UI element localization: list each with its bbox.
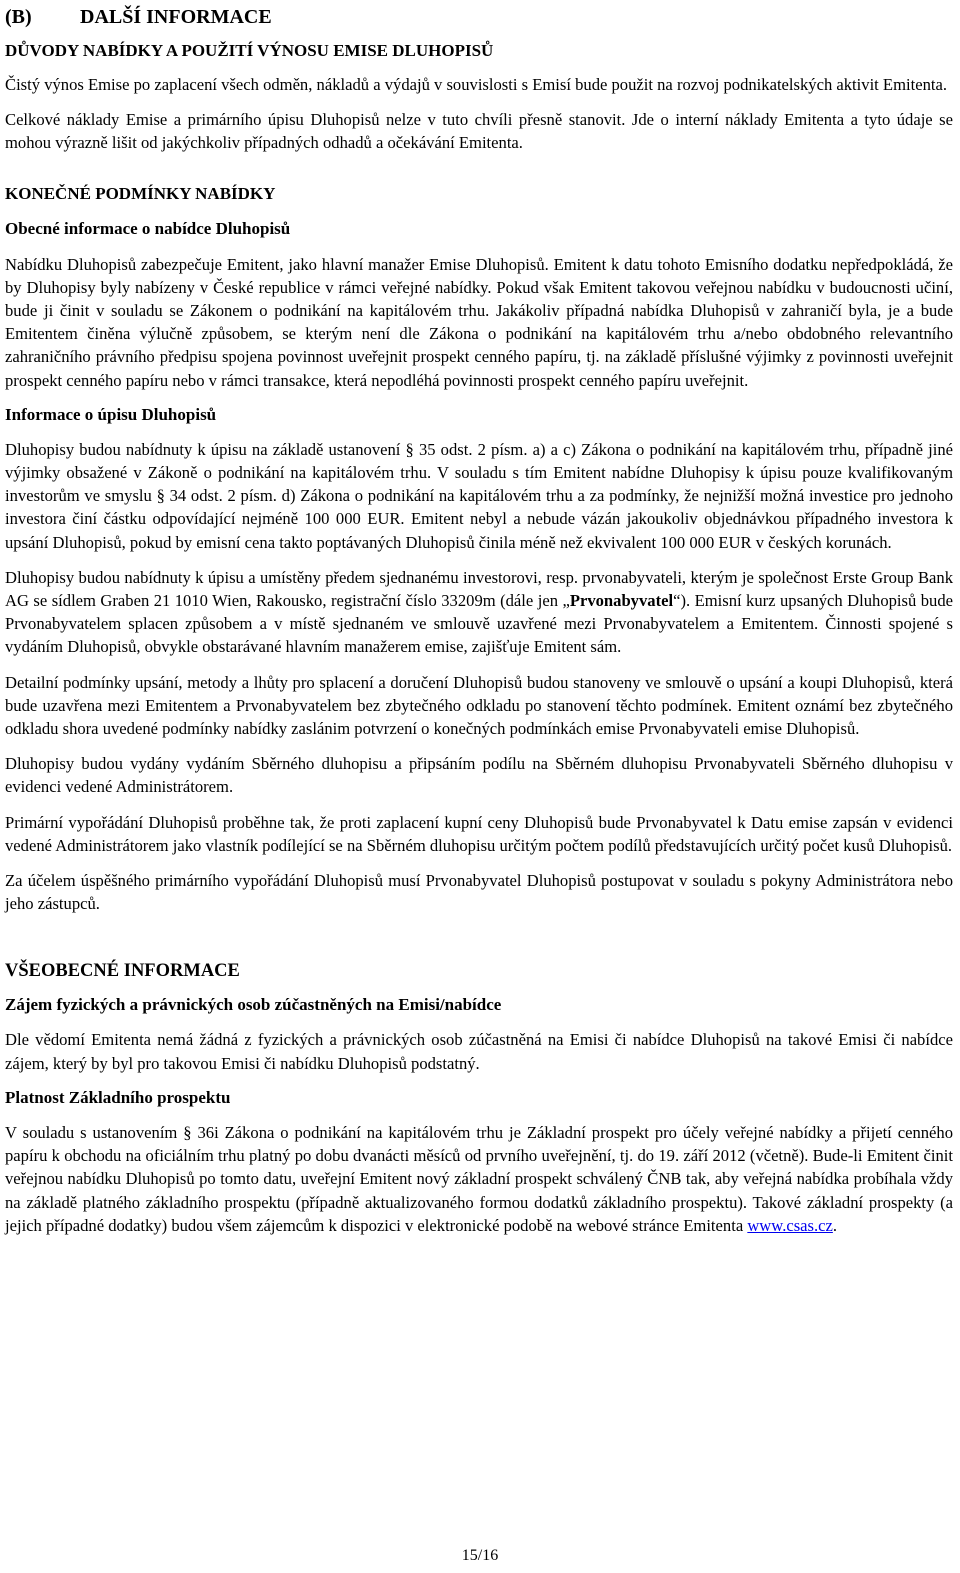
section-title: DALŠÍ INFORMACE xyxy=(80,6,272,28)
section-number: (B) xyxy=(5,6,32,28)
reasons-heading: DŮVODY NABÍDKY A POUŽITÍ VÝNOSU EMISE DLUHOPISŮ xyxy=(5,41,494,60)
issue-paragraph: Dluhopisy budou vydány vydáním Sběrného dluhopisu a připsáním podílu na Sběrném dluhopisu Prvonabyvateli Sběrného dluhopisu v evidenci vedené Administrátorem. xyxy=(5,754,953,797)
subscription-heading: Informace o úpisu Dluhopisů xyxy=(5,404,217,424)
purpose-paragraph: Za účelem úspěšného primárního vypořádání Dluhopisů musí Prvonabyvatel Dluhopisů postupovat v souladu s pokyny Administrátora nebo jeho zástupců. xyxy=(5,871,953,914)
page-number: 15/16 xyxy=(461,1547,499,1564)
website-link[interactable]: www.csas.cz xyxy=(747,1215,833,1235)
final-terms-heading: KONEČNÉ PODMÍNKY NABÍDKY xyxy=(5,183,276,203)
section-heading xyxy=(5,4,953,30)
general-info-heading: VŠEOBECNÉ INFORMACE xyxy=(5,961,240,982)
placement-paragraph xyxy=(5,566,953,659)
document-page xyxy=(5,4,953,1237)
general-offer-paragraph: Nabídku Dluhopisů zabezpečuje Emitent, jako hlavní manažer Emise Dluhopisů. Emitent k datu tohoto Emisního dodatku nepředpokládá, že by Dluhopisy byly nabízeny v České republice v rámci veřejné nabídky. Pokud však Emitent takovou veřejnou nabídku v budoucnosti učiní, bude ji činit v souladu se Zákonem o podnikání na kapitálovém trhu. Jakákoliv případná nabídka Dluhopisů v zahraničí byla, je a bude Emitentem činěna výlučně způsobem, se kterým není dle Zákona o podnikání na kapitálovém trhu a/nebo obdobného relevantního zahraničního právního předpisu spojena povinnost uveřejnit prospekt cenného papíru, tj. na základě příslušné výjimky z povinnosti uveřejnit prospekt cenného papíru nebo v rámci transakce, která nepodléhá povinnosti prospekt cenného papíru uveřejnit. xyxy=(5,254,953,390)
placement-text-start: Dluhopisy budou nabídnuty k úpisu a umístěny předem sjednanému investorovi, resp. prvonabyvateli, kterým je společnost Erste Group Bank AG se sídlem Graben 21 1010 Wien, Rakousko, registrační číslo 33209m (dále jen „ xyxy=(5,567,953,611)
interest-heading: Zájem fyzických a právnických osob zúčastněných na Emisi/nabídce xyxy=(5,995,502,1015)
subscription-paragraph: Dluhopisy budou nabídnuty k úpisu na základě ustanovení § 35 odst. 2 písm. a) a c) Zákona o podnikání na kapitálovém trhu, případně jiné výjimky obsažené v Zákoně o podnikání na kapitálovém trhu. V souladu s tím Emitent nabídne Dluhopisy k úpisu pouze kvalifikovaným investorům ve smyslu § 34 odst. 2 písm. d) Zákona o podnikání na kapitálovém trhu a za podmínky, že nejnižší možná investice pro jednoho investora činí částku odpovídající nejméně 100 000 EUR. Emitent nebyl a nebude vázán jakoukoliv objednávkou případného investora k upsání Dluhopisů, pokud by emisní cena takto poptávaných Dluhopisů činila méně než ekvivalent 100 000 EUR v českých korunách. xyxy=(5,439,953,552)
placement-text-end: “). Emisní kurz upsaných Dluhopisů bude Prvonabyvatelem splacen způsobem a v místě sjednaném ve smlouvě uzavřené mezi Prvonabyvatelem a Emitentem. Činnosti spojené s vydáním Dluhopisů, obvykle obstarávané hlavním manažerem emise, zajišťuje Emitent sám. xyxy=(5,591,953,657)
general-offer-heading: Obecné informace o nabídce Dluhopisů xyxy=(5,218,291,238)
defined-term: Prvonabyvatel xyxy=(569,591,674,611)
detail-paragraph: Detailní podmínky upsání, metody a lhůty pro splacení a doručení Dluhopisů budou stanoveny ve smlouvě o upsání a koupi Dluhopisů, která bude uzavřena mezi Emitentem a Prvonabyvatelem bez zbytečného odkladu po stanovení těchto podmínek. Emitent oznámí bez zbytečného odkladu shora uvedené podmínky nabídky zaslánim potvrzení o konečných podmínkách emise Prvonabyvateli emise Dluhopisů. xyxy=(5,672,953,739)
interest-paragraph: Dle vědomí Emitenta nemá žádná z fyzických a právnických osob zúčastněná na Emisi či nabídce Dluhopisů na takové Emisi či nabídce zájem, který by byl pro takovou Emisi či nabídku Dluhopisů podstatný. xyxy=(5,1030,953,1073)
reasons-paragraph-2: Celkové náklady Emise a primárního úpisu Dluhopisů nelze v tuto chvíli přesně stanovit. Jde o interní náklady Emitenta a tyto údaje se mohou výrazně lišit od jakýchkoliv případných odhadů a očekávání Emitenta. xyxy=(5,110,953,153)
validity-heading: Platnost Základního prospektu xyxy=(5,1087,231,1107)
settlement-paragraph: Primární vypořádání Dluhopisů proběhne tak, že proti zaplacení kupní ceny Dluhopisů bude Prvonabyvatel k Datu emise zapsán v evidenci vedené Administrátorem jako vlastník podílející se na Sběrném dluhopisu určitým počtem podílů představujících určitý počet kusů Dluhopisů. xyxy=(5,812,953,855)
validity-end: . xyxy=(832,1215,838,1235)
validity-paragraph xyxy=(5,1121,953,1237)
validity-text: V souladu s ustanovením § 36i Zákona o podnikání na kapitálovém trhu je Základní prospekt pro účely veřejné nabídky a přijetí cenného papíru k obchodu na oficiálním trhu platný po dobu dvanácti měsíců od prvního uveřejnění, tj. do 19. září 2012 (včetně). Bude-li Emitent činit veřejnou nabídku Dluhopisů po tomto datu, uveřejní Emitent nový základní prospekt schválený ČNB tak, aby veřejná nabídka probíhala vždy na základě platného základního prospektu (případně aktualizovaného formou dodatků základního prospektu). Takové základní prospekty (a jejich případné dodatky) budou všem zájemcům k dispozici v elektronické podobě na webové stránce Emitenta xyxy=(5,1122,953,1235)
reasons-paragraph-1: Čistý výnos Emise po zaplacení všech odměn, nákladů a výdajů v souvislosti s Emisí bude použit na rozvoj podnikatelských aktivit Emitenta. xyxy=(5,75,947,94)
